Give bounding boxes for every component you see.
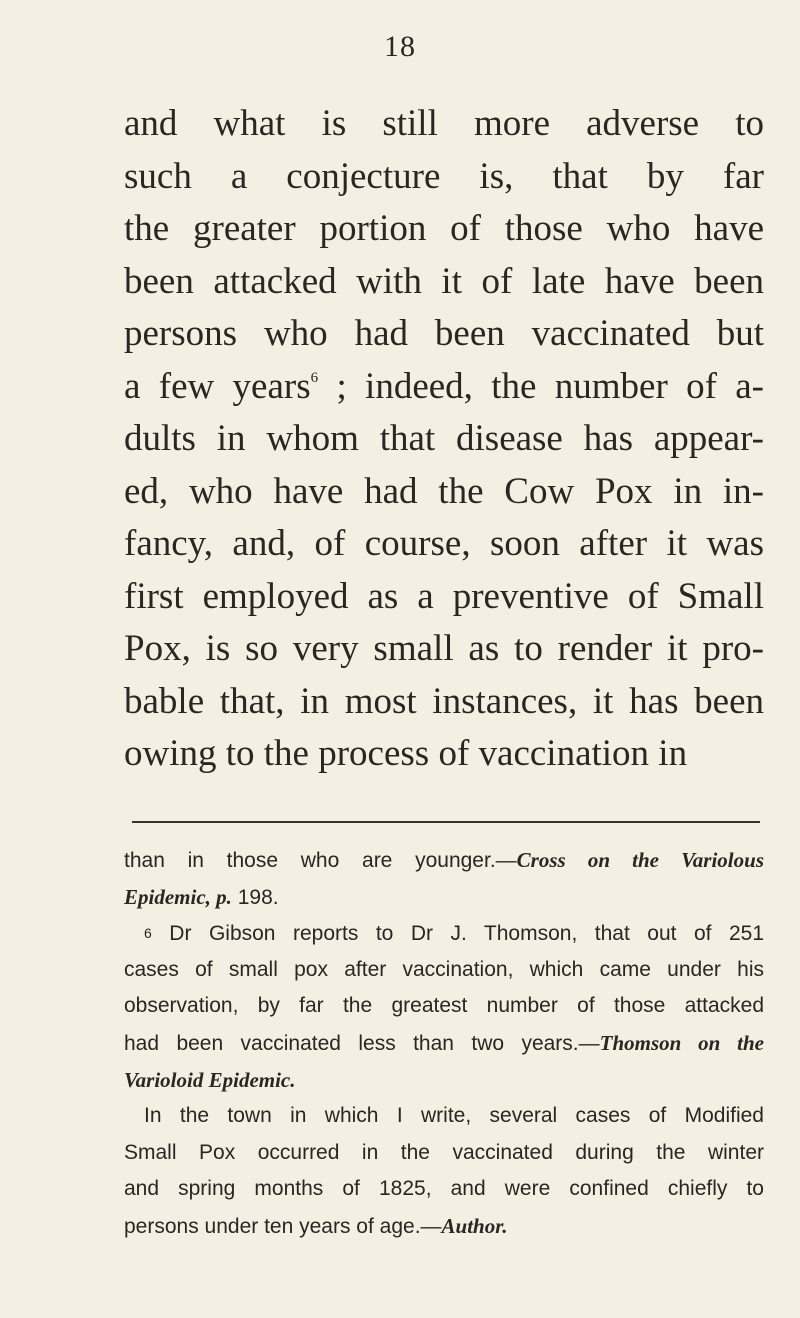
footnotes	[124, 842, 764, 1245]
text-line: first employed as a preventive of Small	[124, 575, 764, 617]
footnote-line: observation, by far the greatest number of those attacked	[124, 994, 764, 1018]
footnote-line: In the town in which I write, several cases of Modified	[144, 1104, 764, 1128]
text-fragment: 198.	[237, 885, 279, 909]
citation: Varioloid Epidemic.	[124, 1067, 296, 1092]
footnote-line	[124, 842, 764, 879]
text-line: ed, who have had the Cow Pox in in-	[124, 470, 764, 512]
page-number: 18	[384, 30, 416, 63]
text-fragment: than in those who are younger.—	[124, 849, 517, 872]
text-line: fancy, and, of course, soon after it was	[124, 523, 764, 564]
text-fragment: ; indeed, the number of a-	[336, 365, 765, 407]
footnote-line	[124, 1208, 764, 1245]
text-line: such a conjecture is, that by far	[124, 155, 764, 197]
footnote-line: and spring months of 1825, and were confined chiefly to	[124, 1177, 764, 1201]
footnote-reference: 6	[310, 369, 319, 386]
text-line: Pox, is so very small as to render it pro-	[124, 628, 764, 669]
citation: Cross on the Variolous	[516, 848, 764, 872]
text-fragment: had been vaccinated less than two years.—	[124, 1031, 600, 1055]
text-fragment: persons under ten years of age.—	[124, 1214, 442, 1238]
main-text	[124, 98, 764, 781]
text-fragment: a few years	[124, 365, 311, 407]
footnote-line	[124, 915, 764, 952]
text-line: owing to the process of vaccination in	[124, 733, 688, 774]
text-line: dults in whom that disease has appear-	[124, 418, 764, 459]
citation: Author.	[441, 1213, 508, 1238]
citation: Epidemic, p.	[124, 884, 232, 909]
footnote-line: Small Pox occurred in the vaccinated during the winter	[124, 1140, 764, 1164]
citation: Thomson on the	[599, 1030, 764, 1055]
footnote-line	[124, 879, 764, 916]
text-line: been attacked with it of late have been	[124, 260, 764, 302]
footnote-line	[124, 1062, 764, 1099]
text-line: the greater portion of those who have	[124, 208, 764, 249]
text-line: persons who had been vaccinated but	[124, 313, 764, 354]
footnote-divider	[132, 821, 760, 823]
text-line: bable that, in most instances, it has been	[124, 680, 764, 722]
footnote-line	[124, 1025, 764, 1062]
footnote-number: 6	[144, 925, 152, 942]
text-fragment: Dr Gibson reports to Dr J. Thomson, that out of 251	[169, 922, 765, 946]
text-line	[124, 361, 764, 414]
footnote-line: cases of small pox after vaccination, which came under his	[124, 957, 764, 981]
text-line: and what is still more adverse to	[124, 103, 764, 144]
